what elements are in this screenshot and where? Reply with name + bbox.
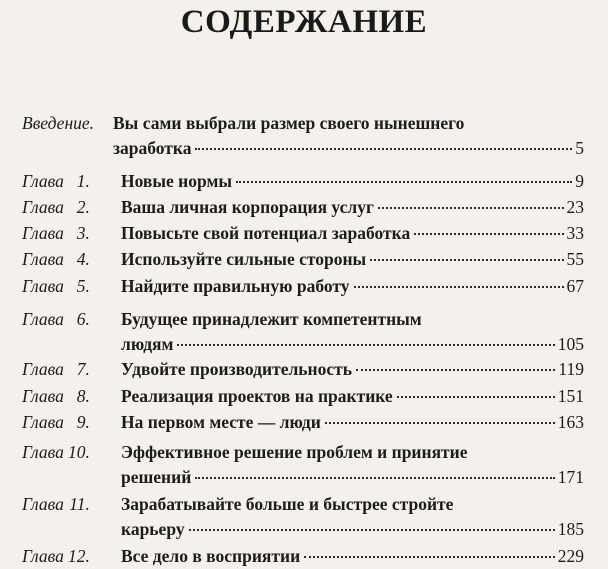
chapter-title-line: [121, 221, 584, 246]
chapter-title-text: решений: [121, 467, 192, 487]
chapter-title-line: [121, 517, 584, 542]
chapter-label: [22, 307, 114, 332]
dot-leader: [177, 344, 554, 346]
dot-leader: [195, 148, 572, 150]
chapter-prefix: Глава: [22, 171, 64, 191]
page-number: 5: [575, 138, 584, 158]
chapter-title-line: [121, 307, 584, 332]
chapter-title-line: [121, 332, 584, 357]
page-number: 67: [566, 276, 584, 296]
chapter-prefix: Глава: [22, 412, 64, 432]
dot-leader: [195, 477, 554, 479]
dot-leader: [304, 556, 555, 558]
chapter-title: [121, 247, 584, 272]
chapter-label: [22, 410, 114, 435]
chapter-number: 4.: [76, 249, 90, 269]
chapter-title-text: людям: [121, 334, 174, 354]
chapter-number: 7.: [76, 359, 90, 379]
page-number: 151: [557, 386, 584, 406]
chapter-label: [22, 357, 114, 382]
chapter-title-line: [121, 247, 584, 272]
chapter-prefix: Глава: [22, 223, 64, 243]
chapter-number: 6.: [76, 309, 90, 329]
dot-leader: [236, 181, 572, 183]
chapter-title: [113, 111, 584, 161]
chapter-title-text: Найдите правильную работу: [121, 276, 350, 296]
chapter-number: 11.: [69, 494, 90, 514]
page-number: 163: [557, 412, 584, 432]
chapter-label: [22, 492, 114, 517]
chapter-title-line: [121, 465, 584, 490]
chapter-title: [121, 221, 584, 246]
chapter-title: [121, 544, 584, 569]
chapter-title: [121, 307, 584, 357]
chapter-title-text: карьеру: [121, 519, 185, 539]
page-number: 185: [557, 519, 584, 539]
chapter-prefix: Глава: [22, 546, 64, 566]
chapter-title-text: Будущее принадлежит компетентным: [121, 309, 422, 329]
chapter-title: [121, 169, 584, 194]
chapter-number: 1.: [76, 171, 90, 191]
chapter-label: [22, 544, 114, 569]
chapter-label: [22, 169, 114, 194]
chapter-title-line: [113, 111, 584, 136]
page-number: 119: [558, 359, 584, 379]
page-number: 171: [557, 467, 584, 487]
chapter-title-line: [121, 274, 584, 299]
chapter-number: 8.: [76, 386, 90, 406]
chapter-prefix: Глава: [22, 249, 64, 269]
chapter-prefix: Глава: [22, 309, 64, 329]
dot-leader: [370, 259, 563, 261]
chapter-title-text: Эффективное решение проблем и принятие: [121, 442, 468, 462]
chapter-label: [22, 195, 114, 220]
chapter-title-text: Используйте сильные стороны: [121, 249, 367, 269]
chapter-prefix: Глава: [22, 494, 64, 514]
chapter-number: 5.: [76, 276, 90, 296]
dot-leader: [189, 529, 555, 531]
chapter-title-text: Зарабатывайте больше и быстрее стройте: [121, 494, 454, 514]
chapter-prefix: Введение.: [22, 113, 95, 133]
chapter-label: [22, 274, 114, 299]
page-title: СОДЕРЖАНИЕ: [180, 4, 428, 40]
chapter-number: 10.: [67, 442, 90, 462]
chapter-label: [22, 384, 114, 409]
chapter-label: [22, 221, 114, 246]
chapter-title-text: Повысьте свой потенциал заработка: [121, 223, 411, 243]
page-number: 33: [566, 223, 584, 243]
chapter-prefix: Глава: [22, 386, 64, 406]
chapter-title-line: [121, 410, 584, 435]
chapter-title-line: [121, 384, 584, 409]
chapter-title-line: [113, 136, 584, 161]
chapter-prefix: Глава: [22, 359, 64, 379]
page-number: 229: [557, 546, 584, 566]
chapter-title-line: [121, 357, 584, 382]
dot-leader: [397, 396, 555, 398]
chapter-title-line: [121, 195, 584, 220]
chapter-title: [121, 492, 584, 542]
chapter-title: [121, 410, 584, 435]
chapter-title-text: Реализация проектов на практике: [121, 386, 393, 406]
dot-leader: [414, 233, 563, 235]
page-number: 105: [557, 334, 584, 354]
page-number: 23: [566, 197, 584, 217]
chapter-title-text: заработка: [113, 138, 192, 158]
chapter-title: [121, 274, 584, 299]
dot-leader: [356, 369, 555, 371]
chapter-number: 3.: [76, 223, 90, 243]
chapter-number: 2.: [76, 197, 90, 217]
chapter-label: [22, 440, 114, 465]
chapter-prefix: Глава: [22, 276, 64, 296]
chapter-number: 12.: [67, 546, 90, 566]
chapter-title: [121, 195, 584, 220]
chapter-title-text: Удвойте производительность: [121, 359, 352, 379]
chapter-title: [121, 357, 584, 382]
chapter-title-line: [121, 492, 584, 517]
chapter-number: 9.: [76, 412, 90, 432]
chapter-title-line: [121, 544, 584, 569]
chapter-title-line: [121, 169, 584, 194]
chapter-title: [121, 440, 584, 490]
chapter-prefix: Глава: [22, 197, 64, 217]
dot-leader: [325, 422, 555, 424]
page-number: 55: [566, 249, 584, 269]
dot-leader: [354, 286, 564, 288]
chapter-title-line: [121, 440, 584, 465]
chapter-title-text: Все дело в восприятии: [121, 546, 301, 566]
chapter-title-text: Вы сами выбрали размер своего нынешнего: [113, 113, 465, 133]
chapter-title-text: Новые нормы: [121, 171, 233, 191]
chapter-title-text: На первом месте — люди: [121, 412, 321, 432]
chapter-prefix: Глава: [22, 442, 64, 462]
chapter-title: [121, 384, 584, 409]
dot-leader: [378, 207, 564, 209]
chapter-title-text: Ваша личная корпорация услуг: [121, 197, 374, 217]
chapter-label: [22, 111, 114, 136]
page-number: 9: [575, 171, 584, 191]
chapter-label: [22, 247, 114, 272]
